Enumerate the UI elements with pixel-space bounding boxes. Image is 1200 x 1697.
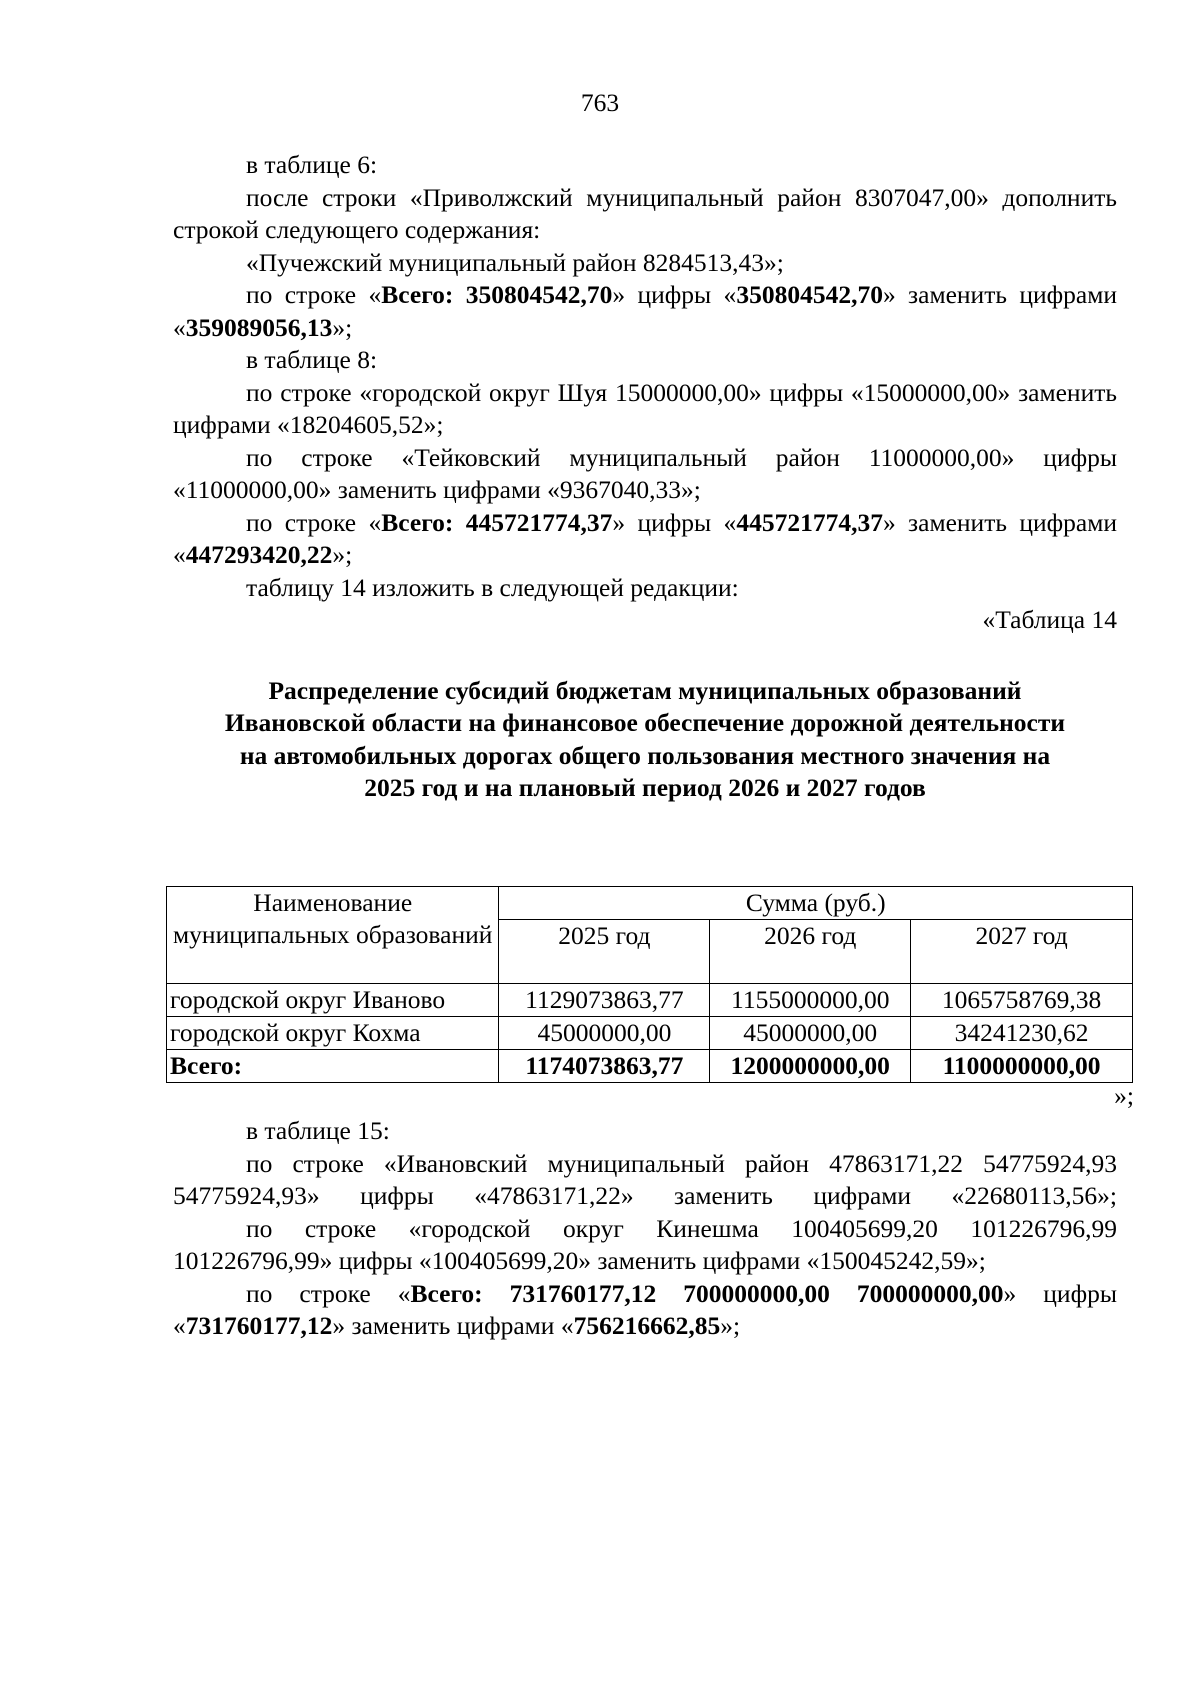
bold-text: Всего: 445721774,37	[381, 507, 613, 537]
cell-2026: 1155000000,00	[710, 984, 911, 1017]
bold-text: 359089056,13	[185, 312, 333, 342]
subsidy-table	[166, 886, 1133, 1083]
col-header-2027: 2027 год	[911, 920, 1133, 984]
col-header-2026: 2026 год	[710, 920, 911, 984]
cell-2025: 45000000,00	[499, 1017, 710, 1050]
bold-text: 447293420,22	[185, 540, 333, 569]
cell-total-2025: 1174073863,77	[499, 1050, 710, 1083]
text: по строке «	[246, 507, 382, 537]
bold-text: 350804542,70	[736, 280, 883, 309]
col-header-name: Наименование муниципальных образований	[167, 887, 499, 984]
table14-close-quote: »;	[1114, 1081, 1134, 1110]
text: » цифры «	[612, 280, 737, 309]
cell-name: городской округ Иваново	[167, 984, 499, 1017]
table6-intro: в таблице 6:	[246, 150, 378, 179]
table6-line2: «Пучежский муниципальный район 8284513,43»;	[246, 247, 784, 277]
table8-line2: по строке «Тейковский муниципальный район 11000000,00» цифры «11000000,00» заменить цифрами «9367040,33»;	[173, 442, 1117, 504]
table8-total-line	[173, 507, 1117, 572]
table-total-row	[167, 1050, 1133, 1083]
table-row	[167, 984, 1133, 1017]
text: »;	[332, 540, 353, 569]
text: по строке «	[246, 280, 382, 309]
cell-total-2027: 1100000000,00	[911, 1050, 1133, 1083]
bold-text: Всего: 350804542,70	[381, 280, 613, 309]
text: » заменить цифрами «	[332, 1311, 574, 1340]
col-header-2025: 2025 год	[499, 920, 710, 984]
text: » заменить цифрами «	[173, 507, 1117, 569]
table15-line1: по строке «Ивановский муниципальный район 47863171,22 54775924,93 54775924,93» цифры «47863171,22» заменить цифрами «22680113,56»;	[173, 1148, 1117, 1210]
bold-text: 445721774,37	[736, 507, 883, 537]
text: » цифры «	[173, 1278, 1117, 1340]
text: по строке «	[246, 1278, 411, 1308]
cell-total-2026: 1200000000,00	[710, 1050, 911, 1083]
cell-2027: 34241230,62	[911, 1017, 1133, 1050]
table14-title: Распределение субсидий бюджетам муниципальных образований Ивановской области на финансовое обеспечение дорожной деятельности на автомобильных дорогах общего пользования местного значения на 2025 год и на плановый период 2026 и 2027 годов	[224, 675, 1066, 802]
table14-label: «Таблица 14	[982, 605, 1117, 634]
table6-line1: после строки «Приволжский муниципальный район 8307047,00» дополнить строкой следующего содержания:	[173, 182, 1117, 244]
cell-2025: 1129073863,77	[499, 984, 710, 1017]
col-header-sum: Сумма (руб.)	[499, 887, 1133, 920]
table15-total-line	[173, 1278, 1117, 1343]
table15-intro: в таблице 15:	[246, 1116, 390, 1145]
table6-total-line	[173, 279, 1117, 344]
text: » заменить цифрами «	[173, 280, 1117, 342]
table-header-row	[167, 887, 1133, 920]
text: » цифры «	[612, 507, 737, 537]
text: »;	[720, 1311, 741, 1340]
cell-2026: 45000000,00	[710, 1017, 911, 1050]
table8-line1: по строке «городской округ Шуя 15000000,00» цифры «15000000,00» заменить цифрами «18204605,52»;	[173, 377, 1117, 439]
table15-section	[173, 1115, 1117, 1343]
table14-intro: таблицу 14 изложить в следующей редакции:	[246, 572, 739, 602]
page-number: 763	[580, 88, 620, 117]
text: »;	[332, 312, 353, 342]
cell-2027: 1065758769,38	[911, 984, 1133, 1017]
bold-text: 756216662,85	[573, 1311, 721, 1340]
table8-intro: в таблице 8:	[246, 345, 378, 374]
cell-total-label: Всего:	[167, 1050, 499, 1083]
cell-name: городской округ Кохма	[167, 1017, 499, 1050]
table-row	[167, 1017, 1133, 1050]
bold-text: Всего: 731760177,12 700000000,00 700000000,00	[410, 1278, 1004, 1308]
amendments-section	[173, 149, 1117, 805]
table15-line2: по строке «городской округ Кинешма 100405699,20 101226796,99 101226796,99» цифры «100405699,20» заменить цифрами «150045242,59»;	[173, 1213, 1117, 1275]
bold-text: 731760177,12	[185, 1311, 333, 1340]
